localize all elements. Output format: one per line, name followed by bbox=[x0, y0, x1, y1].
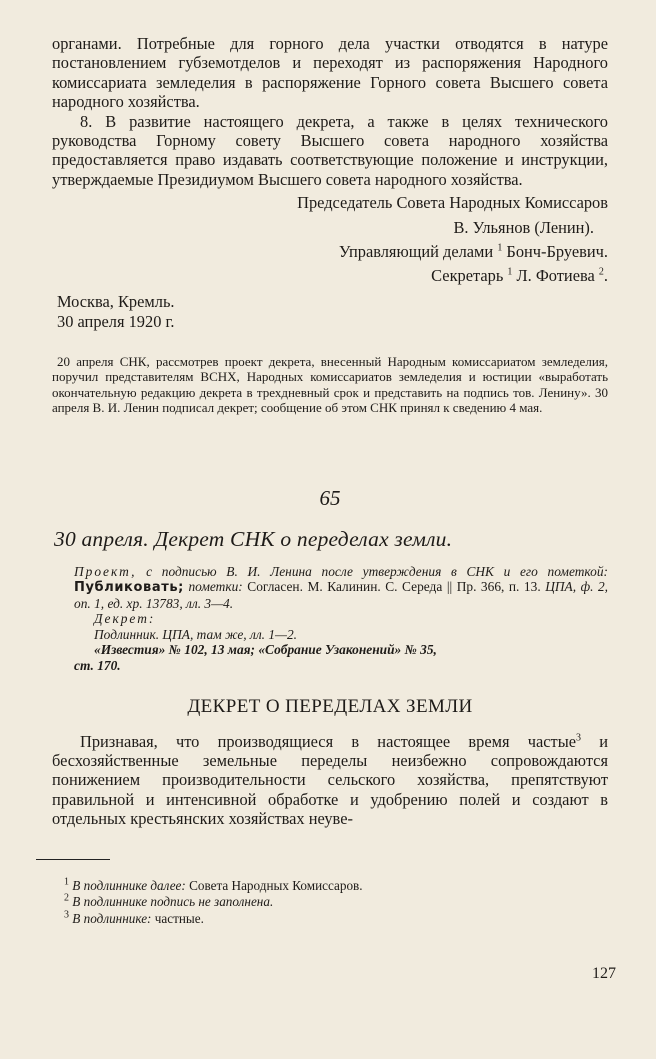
footnote-1-num: 1 bbox=[64, 876, 69, 888]
date: 30 апреля 1920 г. bbox=[57, 311, 175, 331]
chair-title: Председатель Совета Народных Комиссаров bbox=[297, 193, 608, 213]
manager-line bbox=[52, 242, 608, 261]
footnote-3-text: частные. bbox=[151, 910, 204, 926]
footnote-2-label: В подлиннике подпись не заполнена. bbox=[72, 894, 274, 910]
source-publication bbox=[94, 642, 608, 658]
footnote-3-label: В подлиннике: bbox=[72, 910, 152, 926]
footnote-2 bbox=[64, 894, 608, 910]
source-draft bbox=[74, 564, 608, 612]
manager-title: Управляющий делами bbox=[338, 242, 494, 262]
footnote-1-text: Совета Народных Комиссаров. bbox=[185, 877, 363, 893]
manager-name: Бонч-Бруевич. bbox=[502, 242, 608, 262]
source-s3: Публиковать; bbox=[74, 580, 184, 596]
footnote-ref-3: 3 bbox=[576, 732, 581, 744]
decree-heading: ДЕКРЕТ О ПЕРЕДЕЛАХ ЗЕМЛИ bbox=[187, 695, 473, 717]
document-title: 30 апреля. Декрет СНК о переделах земли. bbox=[54, 526, 453, 551]
footnote-3 bbox=[64, 911, 608, 927]
footnote-ref-2: 2 bbox=[598, 267, 604, 278]
source-original: Подлинник. ЦПА, там же, лл. 1—2. bbox=[94, 626, 298, 642]
source-article bbox=[74, 658, 608, 674]
decree-body-a: Признавая, что производящиеся в настоящее время частые bbox=[80, 731, 576, 751]
decree-body bbox=[52, 732, 608, 829]
footnotes bbox=[64, 878, 608, 927]
paragraph-8: 8. В развитие настоящего декрета, а также в целях технического руководства Горному совету Высшего совета народного хозяйства предоставляется право издавать соответствующие положение и инструкции, утверждаемые Президиумом Высшего совета народного хозяйства. bbox=[52, 111, 608, 189]
signatures bbox=[52, 193, 608, 286]
footnote-1 bbox=[64, 878, 608, 894]
source-description bbox=[74, 564, 608, 674]
source-s6: ЦПА, ф. 2, оп. 1, ед. хр. 13783, лл. 3—4. bbox=[74, 579, 608, 611]
book-page bbox=[52, 34, 608, 927]
secretary-title: Секретарь bbox=[431, 266, 504, 286]
footnote-2-num: 2 bbox=[64, 892, 69, 904]
source-s2: с подписью В. И. Ленина после утверждения в СНК и его пометкой: bbox=[136, 563, 608, 579]
footnote-ref-1b: 1 bbox=[507, 267, 513, 278]
footnote-3-num: 3 bbox=[64, 909, 69, 921]
footnote-1-label: В подлиннике далее: bbox=[72, 877, 186, 893]
source-s1: Проект, bbox=[74, 563, 137, 579]
secretary-end: . bbox=[603, 266, 608, 286]
place: Москва, Кремль. bbox=[57, 291, 175, 311]
editorial-note: 20 апреля СНК, рассмотрев проект декрета, внесенный Народным комиссариатом земледелия, поручил представителям ВСНХ, Народных комиссариатов земледелия и юстиции «выработать окончательную редакцию декрета в трехдневный срок и представить на подпись тов. Ленину». 30 апреля В. И. Ленин подписал декрет; сообщение об этом СНК принял к сведению 4 мая. bbox=[52, 353, 608, 416]
page-number: 127 bbox=[592, 965, 616, 982]
footnote-divider bbox=[36, 859, 110, 860]
place-date bbox=[57, 292, 608, 332]
decree-body-b: и бесхозяйственные земельные переделы неизбежно сопровождаются понижением производительности сельского хозяйства, препятствуют правильной и интенсивной обработке и удобрению полей и создают в отдельных крестьянских хозяйствах неуве- bbox=[52, 731, 608, 829]
footnote-ref-1: 1 bbox=[497, 242, 503, 254]
source-s4: пометки: bbox=[183, 579, 248, 595]
paragraph-continuation: органами. Потребные для горного дела участки отводятся в натуре постановлением губземотделов и переходят из распоряжения Народного комиссариата земледелия в распоряжение Горного совета Высшего совета народного хозяйства. bbox=[52, 34, 608, 112]
source-s10: ст. 170. bbox=[74, 658, 121, 674]
source-s5: Согласен. М. Калинин. С. Середа || Пр. 366, п. 13. bbox=[247, 579, 546, 595]
source-decree-label: Декрет: bbox=[94, 611, 156, 627]
secretary-line bbox=[52, 266, 608, 285]
source-s9: «Известия» № 102, 13 мая; «Собрание Узаконений» № 35, bbox=[94, 642, 437, 658]
chair-name: В. Ульянов (Ленин). bbox=[453, 217, 594, 237]
document-number: 65 bbox=[319, 485, 341, 510]
secretary-name: Л. Фотиева bbox=[512, 266, 595, 286]
